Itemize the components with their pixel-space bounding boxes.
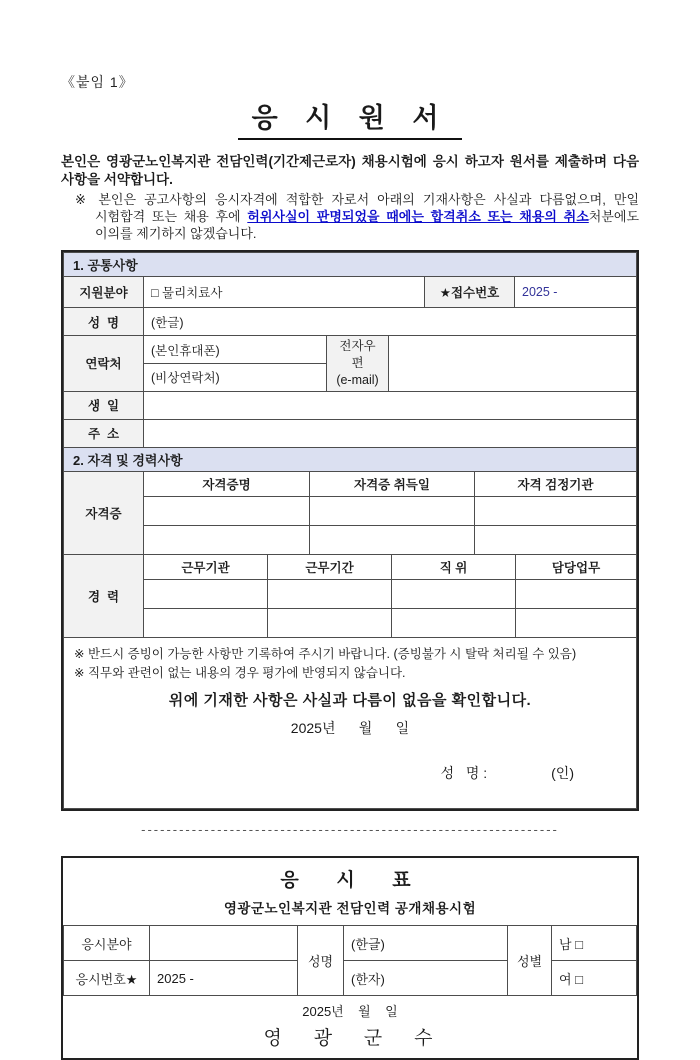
career-row1-duty-cell (516, 579, 637, 608)
cert-row1-name-cell (144, 496, 310, 525)
career-col-org: 근무기관 (144, 554, 268, 579)
seal-label: (인) (551, 765, 574, 782)
cert-row2-date-cell (310, 525, 475, 554)
cert-row1-agency-cell (475, 496, 637, 525)
apply-field-label: 지원분야 (64, 277, 144, 308)
birth-label: 생 일 (64, 391, 144, 419)
document-title: 응 시 원 서 (238, 96, 463, 140)
receipt-number-label: ★접수번호 (425, 277, 515, 308)
phone-field: (본인휴대폰) (144, 336, 327, 364)
career-row1-period-cell (268, 579, 392, 608)
ticket-gender-female: 여 □ (552, 961, 637, 996)
signature-label: 성 명 : (440, 765, 488, 782)
apply-field-row (63, 276, 637, 308)
birth-value-cell (144, 391, 637, 419)
footnote-1: ※ 반드시 증빙이 가능한 사항만 기록하여 주시기 바랍니다. (증빙불가 시 탈락 처리될 수 있음) (74, 646, 577, 661)
career-row2-period-cell (268, 608, 392, 637)
ticket-number-value: 2025 - (150, 961, 298, 996)
career-col-period: 근무기간 (268, 554, 392, 579)
intro-paragraph: 본인은 영광군노인복지관 전담인력(기간제근로자) 채용시험에 응시 하고자 원서를 제출하며 다음 사항을 서약합니다. (61, 154, 639, 187)
title-wrap (61, 96, 639, 140)
exam-ticket-card (61, 856, 639, 1060)
career-row1-org-cell (144, 579, 268, 608)
section1-title: 1. 공통사항 (64, 253, 637, 277)
note-text-1: 본인은 공고사항의 응시자격에 적합한 자로서 아래의 기재사항은 사실과 다름없으며, 만일 시험합격 또는 채용 후에 (95, 191, 640, 224)
name-row (63, 307, 637, 336)
receipt-number-value: 2025 - (515, 277, 637, 308)
career-table (63, 554, 637, 638)
email-value-cell (389, 336, 637, 392)
address-label: 주 소 (64, 419, 144, 447)
cert-row2-name-cell (144, 525, 310, 554)
email-label-line2: (e-mail) (336, 372, 379, 387)
contact-label: 연락처 (64, 336, 144, 392)
cert-col-agency: 자격 검정기관 (475, 471, 637, 496)
career-row2-position-cell (392, 608, 516, 637)
ticket-field-value-cell (150, 926, 298, 961)
confirmation-cell (64, 637, 637, 809)
exam-ticket-footer (63, 996, 637, 1058)
pledge-note (61, 191, 639, 242)
name-value: (한글) (144, 308, 637, 336)
exam-ticket-subtitle: 영광군노인복지관 전담인력 공개채용시험 (223, 901, 477, 917)
section2-title: 2. 자격 및 경력사항 (64, 447, 637, 471)
exam-ticket-header (63, 858, 637, 925)
emergency-phone-field: (비상연락처) (144, 363, 327, 391)
exam-ticket-title: 응 시 표 (280, 870, 420, 892)
cert-col-name: 자격증명 (144, 471, 310, 496)
career-label: 경 력 (64, 554, 144, 637)
address-value-cell (144, 419, 637, 447)
career-col-position: 직 위 (392, 554, 516, 579)
footnote-2: ※ 직무와 관련이 없는 내용의 경우 평가에 반영되지 않습니다. (74, 666, 406, 681)
declaration-date: 2025년 월 일 (290, 720, 410, 737)
note-marker: ※ (75, 191, 99, 207)
cert-col-date: 자격증 취득일 (310, 471, 475, 496)
ticket-number-label: 응시번호★ (64, 961, 150, 996)
cert-row1-date-cell (310, 496, 475, 525)
section1-header-table (63, 252, 637, 277)
cert-row2-agency-cell (475, 525, 637, 554)
signature-line (74, 747, 626, 799)
career-row2-duty-cell (516, 608, 637, 637)
birth-address-rows (63, 391, 637, 448)
ticket-gender-label: 성별 (508, 926, 552, 996)
certificate-label: 자격증 (64, 471, 144, 554)
note-highlight: 허위사실이 판명되었을 때에는 합격취소 또는 채용의 취소 (247, 208, 589, 224)
career-row1-position-cell (392, 579, 516, 608)
declaration-text: 위에 기재한 사항은 사실과 다름이 없음을 확인합니다. (168, 692, 532, 710)
exam-ticket-table (63, 925, 637, 996)
email-label (327, 336, 389, 392)
ticket-gender-male: 남 □ (552, 926, 637, 961)
confirmation-block (63, 637, 637, 810)
cut-dashed-line: ------------------------------------------------------------------ (141, 822, 559, 838)
career-col-duty: 담당업무 (516, 554, 637, 579)
section2-header-table (63, 447, 637, 472)
certificate-table (63, 471, 637, 555)
application-form-table (61, 250, 639, 811)
ticket-name-hanja: (한자) (344, 961, 508, 996)
name-label: 성 명 (64, 308, 144, 336)
ticket-date: 2025년 월 일 (302, 1004, 398, 1020)
attachment-label: 《붙임 1》 (61, 74, 134, 90)
ticket-name-korean: (한글) (344, 926, 508, 961)
ticket-issuer: 영 광 군 수 (263, 1028, 437, 1050)
contact-rows (63, 335, 637, 392)
ticket-name-label: 성명 (298, 926, 344, 996)
apply-field-value: □ 물리치료사 (144, 277, 425, 308)
note-text-2: 처분에도 이의를 제기하지 않겠습니다. (95, 208, 639, 241)
ticket-field-label: 응시분야 (64, 926, 150, 961)
career-row2-org-cell (144, 608, 268, 637)
email-label-line1: 전자우편 (339, 339, 376, 370)
